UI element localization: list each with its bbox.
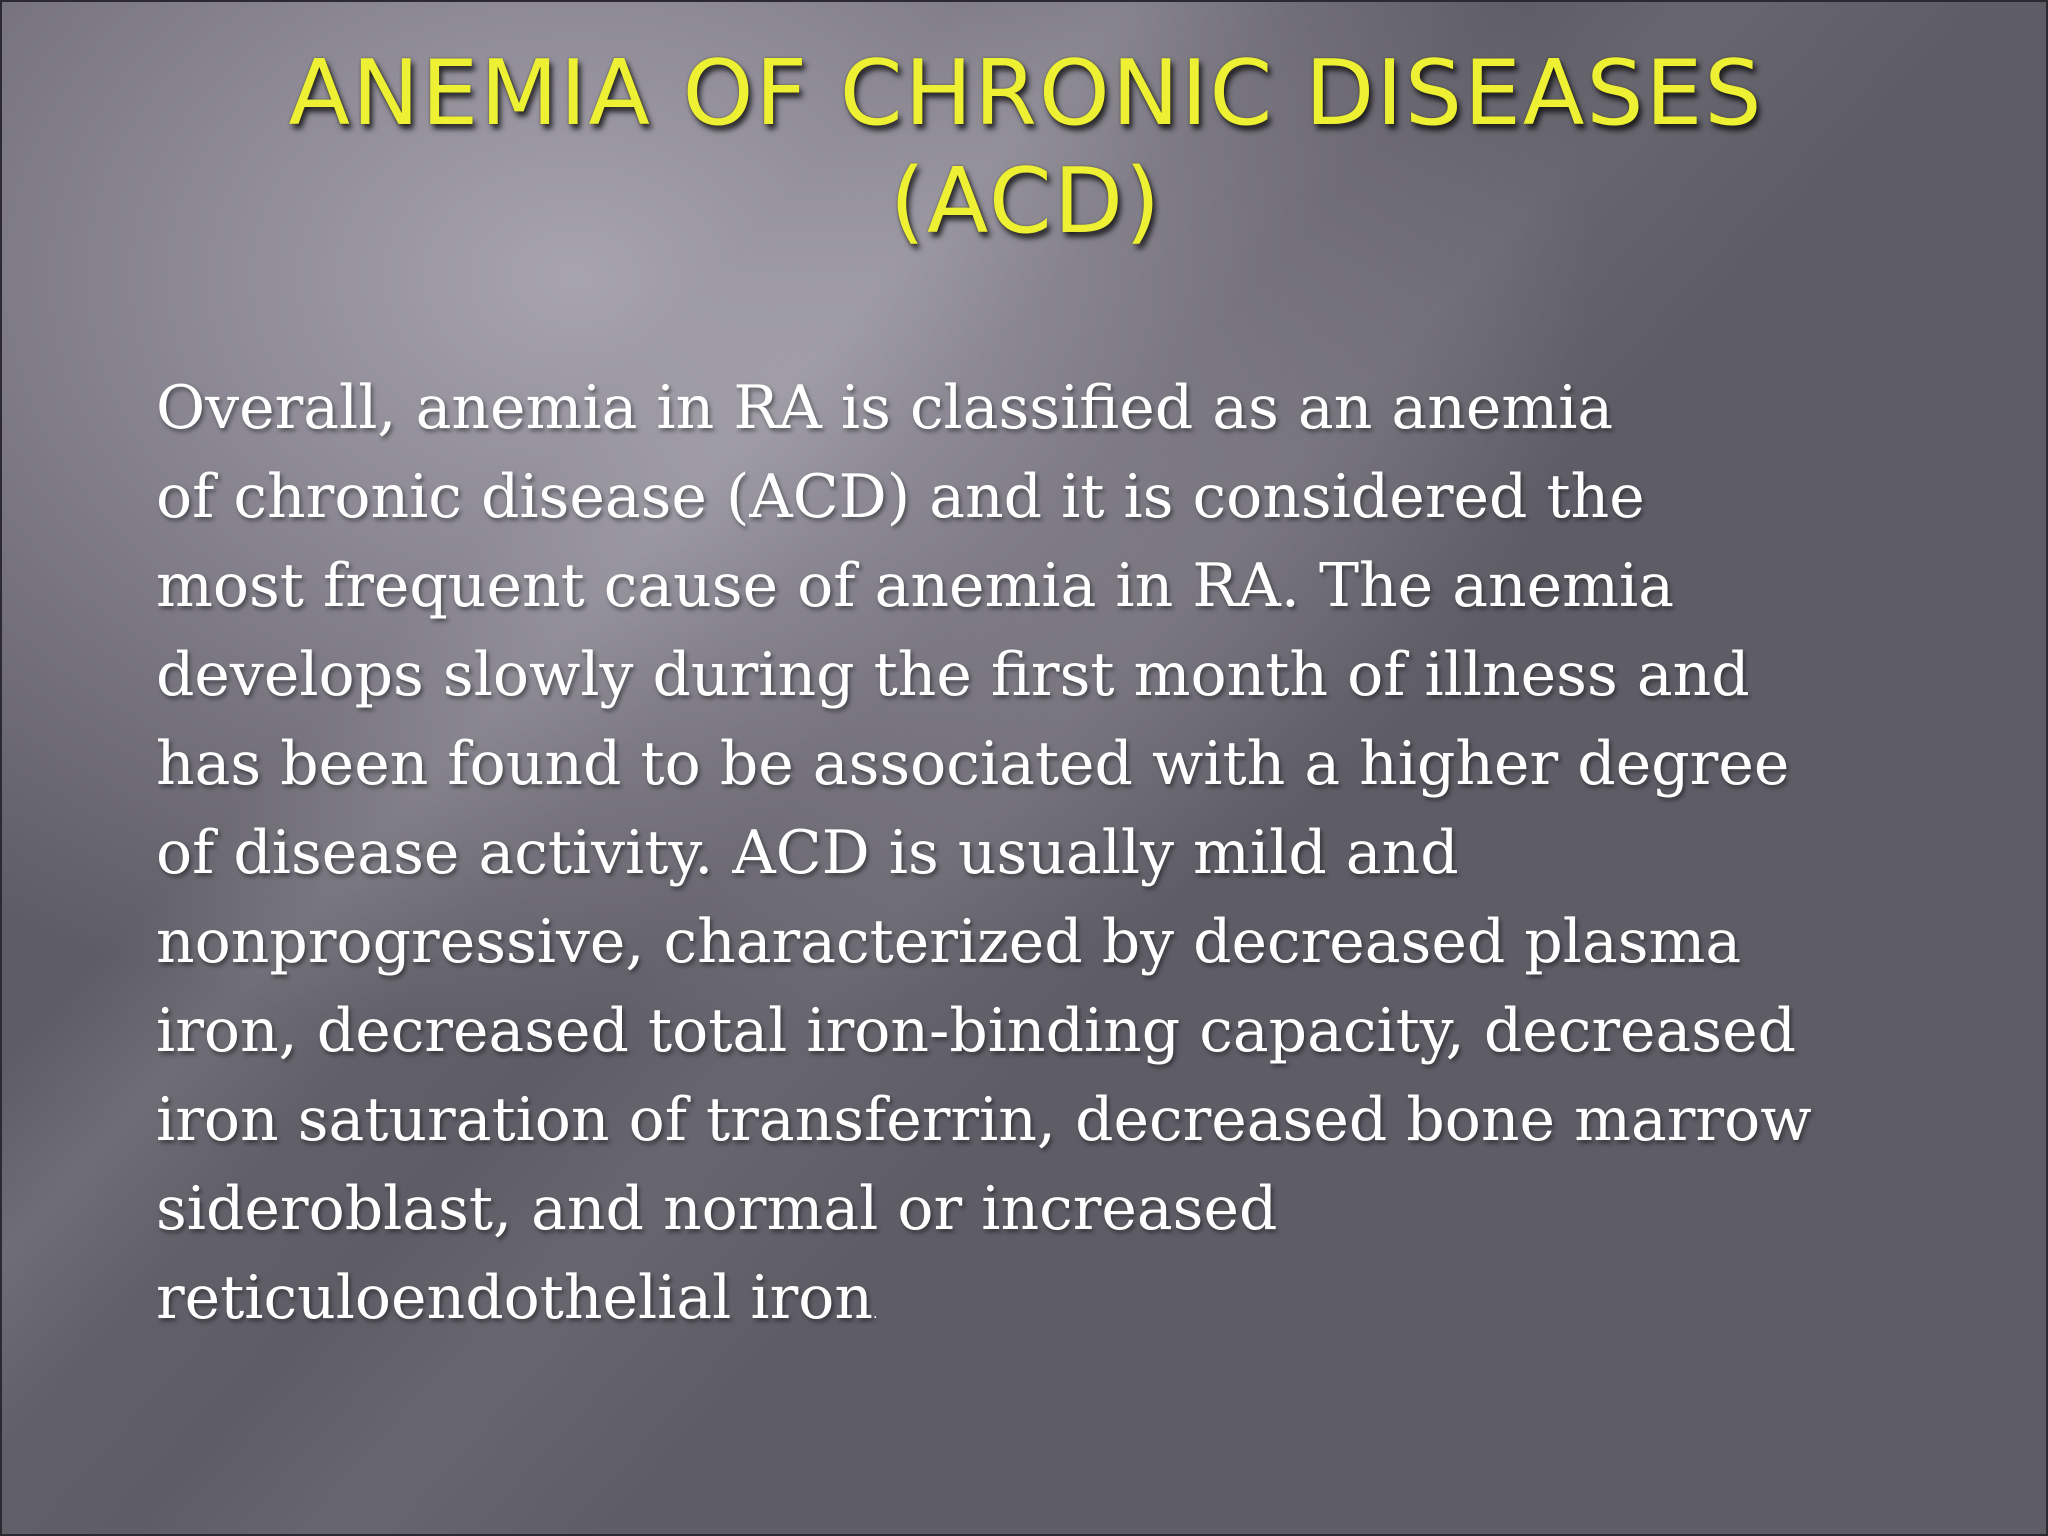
body-line-8: iron, decreased total iron-binding capacity, decreased [156, 996, 1797, 1066]
body-line-3: most frequent cause of anemia in RA. The anemia [156, 551, 1674, 621]
body-line-9: iron saturation of transferrin, decreased bone marrow [156, 1085, 1812, 1155]
body-tail-mark: . [873, 1306, 878, 1322]
slide-title [2, 40, 2048, 256]
slide-title-line-2: (ACD) [889, 149, 1163, 254]
body-line-2: of chronic disease (ACD) and it is considered the [156, 462, 1645, 532]
slide-body [156, 364, 1936, 1359]
body-line-11 [156, 1254, 1936, 1359]
body-line-11-text: reticuloendothelial iron [156, 1263, 874, 1333]
body-line-10: sideroblast, and normal or increased [156, 1174, 1278, 1244]
slide-title-line-1: ANEMIA OF CHRONIC DISEASES [288, 41, 1764, 146]
body-line-5: has been found to be associated with a higher degree [156, 729, 1790, 799]
body-line-7: nonprogressive, characterized by decreased plasma [156, 907, 1742, 977]
body-line-6: of disease activity. ACD is usually mild and [156, 818, 1459, 888]
body-line-4: develops slowly during the first month of illness and [156, 640, 1750, 710]
body-line-1: Overall, anemia in RA is classified as an anemia [156, 373, 1614, 443]
